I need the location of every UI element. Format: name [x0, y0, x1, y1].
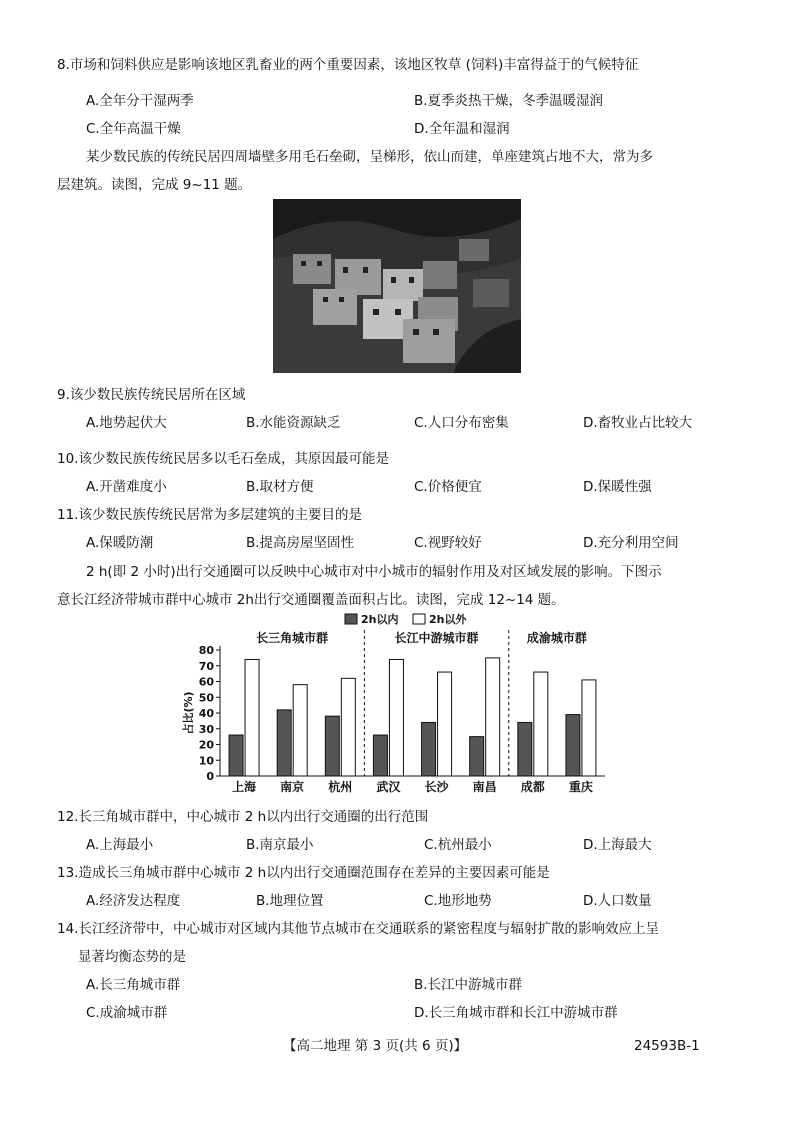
bar-2h以外-杭州: [341, 678, 355, 776]
q8-option-d: D.全年温和湿润: [414, 121, 510, 137]
q13-option-a: A.经济发达程度: [86, 893, 181, 909]
q14-option-d: D.长三角城市群和长江中游城市群: [414, 1005, 618, 1021]
footer-page-label: 【高二地理 第 3 页(共 6 页)】: [283, 1038, 468, 1054]
y-tick-label-8: 80: [198, 644, 214, 657]
q9-stem: 9.该少数民族传统民居所在区域: [57, 387, 246, 403]
y-tick-label-4: 40: [198, 707, 214, 720]
group-label-1: 长江中游城市群: [394, 631, 479, 645]
q12-option-d: D.上海最大: [583, 837, 652, 853]
village-photo: [273, 199, 521, 373]
q14-stem-line-2: 显著均衡态势的是: [78, 949, 186, 965]
bar-2h以外-武汉: [389, 659, 403, 776]
bar-2h以外-上海: [245, 659, 259, 776]
bar-2h以外-长沙: [438, 672, 452, 776]
group-label-2: 成渝城市群: [526, 631, 587, 645]
legend-swatch-0: [345, 614, 357, 624]
bar-2h以外-南京: [293, 685, 307, 776]
q10-option-a: A.开凿难度小: [86, 479, 167, 495]
bar-2h以内-南京: [277, 710, 291, 776]
intro-paragraph-line-1: 某少数民族的传统民居四周墙壁多用毛石垒砌，呈梯形，依山而建，单座建筑占地不大，常为多: [86, 149, 653, 165]
q8-option-a: A.全年分干湿两季: [86, 93, 194, 109]
x-tick-label-2: 杭州: [328, 780, 353, 794]
q11-option-b: B.提高房屋坚固性: [246, 535, 355, 551]
q9-option-a: A.地势起伏大: [86, 415, 167, 431]
y-axis-label: 占比(%): [182, 691, 195, 735]
bar-2h以内-武汉: [373, 735, 387, 776]
x-tick-label-5: 南昌: [472, 780, 497, 794]
intro2-paragraph-line-2: 意长江经济带城市群中心城市 2h出行交通圈覆盖面积占比。读图，完成 12~14 题。: [57, 592, 565, 608]
x-tick-label-7: 重庆: [568, 780, 593, 794]
x-tick-label-6: 成都: [520, 780, 545, 794]
q13-option-b: B.地理位置: [256, 893, 324, 909]
intro2-paragraph-line-1: 2 h(即 2 小时)出行交通圈可以反映中心城市对中小城市的辐射作用及对区域发展的影响。下图示: [86, 564, 662, 580]
bar-2h以内-重庆: [566, 715, 580, 776]
x-tick-label-3: 武汉: [376, 780, 401, 794]
footer-code: 24593B-1: [634, 1038, 700, 1054]
bar-2h以外-重庆: [582, 680, 596, 776]
q9-option-d: D.畜牧业占比较大: [583, 415, 693, 431]
q12-option-a: A.上海最小: [86, 837, 154, 853]
q11-option-a: A.保暖防潮: [86, 535, 154, 551]
x-tick-label-0: 上海: [232, 780, 257, 794]
y-tick-label-1: 10: [198, 754, 214, 768]
q9-option-b: B.水能资源缺乏: [246, 415, 341, 431]
bar-2h以外-成都: [534, 672, 548, 776]
x-tick-label-4: 长沙: [424, 780, 449, 794]
q14-option-a: A.长三角城市群: [86, 977, 181, 993]
q14-option-b: B.长江中游城市群: [414, 977, 523, 993]
q13-stem: 13.造成长三角城市群中心城市 2 h以内出行交通圈范围存在差异的主要因素可能是: [57, 865, 550, 881]
q13-option-d: D.人口数量: [583, 893, 652, 909]
y-tick-label-2: 20: [198, 738, 214, 752]
q13-option-c: C.地形地势: [424, 893, 492, 909]
q12-option-b: B.南京最小: [246, 837, 314, 853]
y-tick-label-5: 50: [198, 691, 214, 705]
bar-2h以内-上海: [229, 735, 243, 776]
y-tick-label-3: 30: [198, 722, 214, 736]
q8-option-b: B.夏季炎热干燥，冬季温暖湿润: [414, 93, 604, 109]
q14-option-c: C.成渝城市群: [86, 1005, 168, 1021]
q10-option-b: B.取材方便: [246, 479, 314, 495]
intro-paragraph-line-2: 层建筑。读图，完成 9~11 题。: [57, 177, 252, 193]
y-tick-label-6: 60: [198, 675, 214, 689]
q9-option-c: C.人口分布密集: [414, 415, 509, 431]
legend-swatch-1: [413, 614, 425, 624]
q8-option-c: C.全年高温干燥: [86, 121, 181, 137]
q14-stem-line-1: 14.长江经济带中，中心城市对区域内其他节点城市在交通联系的紧密程度与辐射扩散的影响效应上呈: [57, 921, 659, 937]
bar-2h以内-长沙: [422, 722, 436, 776]
y-tick-label-0: 0: [206, 770, 214, 783]
group-label-0: 长三角城市群: [256, 631, 329, 645]
q12-stem: 12.长三角城市群中，中心城市 2 h以内出行交通圈的出行范围: [57, 809, 429, 825]
q11-option-d: D.充分利用空间: [583, 535, 679, 551]
q12-option-c: C.杭州最小: [424, 837, 492, 853]
x-tick-label-1: 南京: [280, 780, 305, 794]
bar-2h以外-南昌: [486, 658, 500, 776]
bar-2h以内-杭州: [325, 716, 339, 776]
bar-2h以内-南昌: [470, 737, 484, 776]
bar-2h以内-成都: [518, 722, 532, 776]
y-tick-label-7: 70: [198, 659, 214, 673]
q10-stem: 10.该少数民族传统民居多以毛石垒成，其原因最可能是: [57, 451, 389, 467]
q11-stem: 11.该少数民族传统民居常为多层建筑的主要目的是: [57, 507, 362, 523]
q8-stem: 8.市场和饲料供应是影响该地区乳畜业的两个重要因素，该地区牧草 (饲料)丰富得益于的气候特征: [57, 57, 639, 73]
q11-option-c: C.视野较好: [414, 535, 482, 551]
q10-option-d: D.保暖性强: [583, 479, 652, 495]
bar-chart: [180, 610, 610, 800]
legend-label-0: 2h以内: [361, 613, 399, 626]
q10-option-c: C.价格便宜: [414, 479, 482, 495]
legend-label-1: 2h以外: [429, 613, 467, 626]
